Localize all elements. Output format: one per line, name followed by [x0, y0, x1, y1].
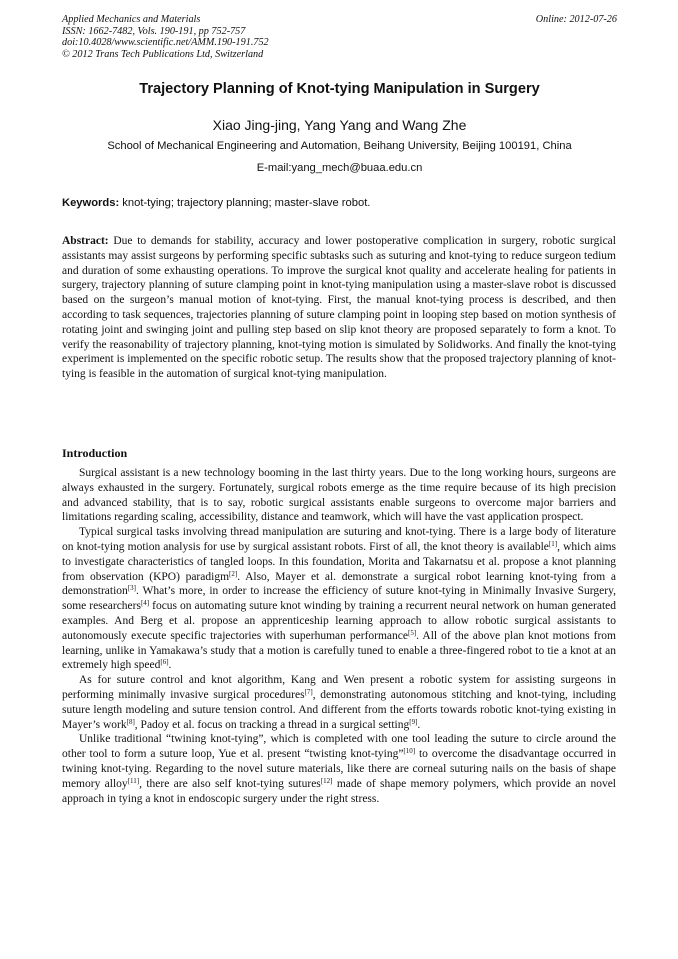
online-date: Online: 2012-07-26 [535, 14, 617, 25]
journal-name: Applied Mechanics and Materials [62, 14, 201, 25]
citation-ref: [7] [304, 687, 313, 696]
introduction-heading: Introduction [62, 446, 128, 460]
citation-ref: [11] [127, 776, 140, 785]
intro-paragraph-1: Surgical assistant is a new technology booming in the last thirty years. Due to the long working hours, surgeons are always exhausted in the surgery. Fortunately, surgical robots emerge as the time require because of its high precision and advanced stability, that is to say, robotic surgical assistants enable surgeons to overcome major barriers and limitations regarding scaling, accessibility, distance and teamwork, which will have the vast application prospect. [62, 467, 616, 524]
abstract-paragraph [62, 234, 616, 382]
paper-title: Trajectory Planning of Knot-tying Manipulation in Surgery [139, 81, 540, 97]
email-address: E-mail:yang_mech@buaa.edu.cn [256, 162, 423, 174]
citation-ref: [2] [229, 569, 238, 578]
citation-ref: [5] [408, 628, 417, 637]
citation-ref: [10] [403, 747, 416, 756]
citation-ref: [9] [409, 717, 418, 726]
keywords-label: Keywords: [62, 197, 120, 209]
citation-ref: [1] [548, 539, 558, 548]
citation-ref: [4] [140, 599, 150, 608]
author-list: Xiao Jing-jing, Yang Yang and Wang Zhe [212, 117, 467, 133]
affiliation: School of Mechanical Engineering and Automation, Beihang University, Beijing 100191, China [107, 140, 572, 152]
doi-line: doi:10.4028/www.scientific.net/AMM.190-191.752 [62, 37, 269, 48]
intro-paragraph-4: Unlike traditional “twining knot-tying”, which is completed with one tool leading the suture to circle around the other tool to form a suture loop, Yue et al. present “twisting knot-tying”[10] to overcome the disadvantage occurred in twining knot-tying. Regarding to the novel suture materials, like there are corneal suturing nails on the basis of shape memory alloy[11], there are also self knot-tying sutures[12] made of shape memory polymers, which provide an novel approach in tying a knot in endoscopic surgery under the right stress. [62, 733, 617, 805]
copyright-line: © 2012 Trans Tech Publications Ltd, Switzerland [62, 48, 264, 60]
abstract-text: Due to demands for stability, accuracy and lower postoperative complication in surgery, robotic surgical assistants may assist surgeons by performing specific subtasks such as suturing and knot-tying to reduce surgeon tedium and duration of some exhausting operations. To improve the surgical knot quality and accelerate healing for patients in surgery, trajectory planning of suture clamping point in knot-tying manipulation using a master-slave robot is discussed based on the surgeon’s manual motion of knot-tying. First, the manual knot-tying process is described, and then according to task sequences, trajectories planning of suture clamping point in looping step based on motion synthesis of rotating joint and swinging joint and pulling step based on slip knot theory are proposed separately to form a knot. To verify the reasonability of trajectory planning, knot-tying motion is simulated by Solidworks. And finally the knot-tying experiment is implemented on the specific robotic setup. The results show that the proposed trajectory planning of knot-tying is feasible in the automation of surgical knot-tying manipulation. [62, 235, 616, 381]
citation-ref: [3] [127, 584, 136, 593]
keywords-line [62, 196, 617, 210]
citation-ref: [8] [126, 717, 135, 726]
keywords-text: knot-tying; trajectory planning; master-slave robot. [119, 197, 371, 209]
journal-header [62, 14, 617, 60]
issn-line: ISSN: 1662-7482, Vols. 190-191, pp 752-757 [62, 25, 246, 37]
abstract-label: Abstract: [62, 235, 109, 247]
introduction-body [62, 466, 616, 806]
intro-paragraph-3: As for suture control and knot algorithm, Kang and Wen present a robotic system for assisting surgeons in performing minimally invasive surgical procedures[7], demonstrating autonomous stitching and knot-tying, including suture length modeling and suture tension control. And different from the efforts towards robotic knot-tying existing in Mayer’s work[8], Padoy et al. focus on tracking a thread in a surgical setting[9]. [62, 674, 616, 731]
intro-paragraph-2: Typical surgical tasks involving thread manipulation are suturing and knot-tying. There is a large body of literature on knot-tying motion analysis for use by surgical assistant robots. First of all, the knot theory is available[1], which aims to investigate characteristics of tangled loops. In this foundation, Morita and Takarnatsu et al. propose a knot planning from observation (KPO) paradigm[2]. Also, Mayer et al. demonstrate a surgical robot learning knot-tying from a demonstration[3]. What’s more, in order to increase the efficiency of suture knot-tying in Minimally Invasive Surgery, some researchers[4] focus on automating suture knot winding by training a recurrent neural network on human generated examples. And Berg et al. propose an apprenticeship learning approach to allow robotic surgical assistants to autonomously execute specific trajectories with superhuman performance[5]. All of the above plan knot motions from learning, unlike in Yamakawa’s study that a motion is carefully tuned to enable a three-fingered robot to tie a knot at an extremely high speed[6]. [62, 526, 617, 672]
citation-ref: [12] [320, 776, 333, 785]
citation-ref: [6] [160, 658, 169, 667]
